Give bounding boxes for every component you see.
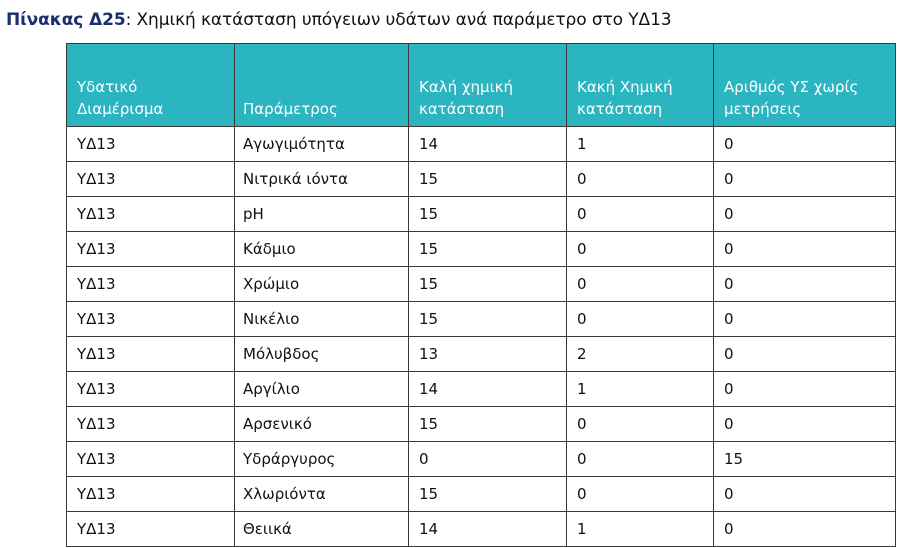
table-caption (6, 10, 672, 30)
table-number: Πίνακας Δ25 (6, 10, 126, 30)
cell-no-measurements: 0 (714, 162, 896, 197)
cell-poor-status: 1 (567, 512, 714, 547)
cell-poor-status: 0 (567, 477, 714, 512)
cell-no-measurements: 0 (714, 337, 896, 372)
cell-good-status: 15 (409, 267, 567, 302)
header-good-status: Καλή χημική κατάσταση (409, 44, 567, 127)
cell-water-district: ΥΔ13 (67, 127, 235, 162)
cell-water-district: ΥΔ13 (67, 197, 235, 232)
cell-poor-status: 0 (567, 442, 714, 477)
cell-parameter: Θειικά (235, 512, 409, 547)
cell-poor-status: 0 (567, 302, 714, 337)
cell-water-district: ΥΔ13 (67, 372, 235, 407)
header-water-district: Υδατικό Διαμέρισμα (67, 44, 235, 127)
table-row (67, 197, 896, 232)
cell-parameter: Αρσενικό (235, 407, 409, 442)
cell-parameter: Χλωριόντα (235, 477, 409, 512)
cell-poor-status: 0 (567, 197, 714, 232)
cell-no-measurements: 0 (714, 267, 896, 302)
cell-poor-status: 0 (567, 267, 714, 302)
cell-parameter: pH (235, 197, 409, 232)
chemical-status-table (66, 43, 896, 547)
cell-no-measurements: 0 (714, 127, 896, 162)
cell-no-measurements: 0 (714, 197, 896, 232)
cell-parameter: Υδράργυρος (235, 442, 409, 477)
cell-water-district: ΥΔ13 (67, 232, 235, 267)
header-poor-status: Κακή Χημική κατάσταση (567, 44, 714, 127)
cell-no-measurements: 0 (714, 302, 896, 337)
table-row (67, 477, 896, 512)
table-row (67, 337, 896, 372)
cell-parameter: Νικέλιο (235, 302, 409, 337)
cell-no-measurements: 15 (714, 442, 896, 477)
cell-poor-status: 0 (567, 407, 714, 442)
cell-water-district: ΥΔ13 (67, 477, 235, 512)
cell-parameter: Μόλυβδος (235, 337, 409, 372)
cell-parameter: Αγωγιμότητα (235, 127, 409, 162)
cell-parameter: Αργίλιο (235, 372, 409, 407)
cell-no-measurements: 0 (714, 232, 896, 267)
header-no-measurements: Αριθμός ΥΣ χωρίς μετρήσεις (714, 44, 896, 127)
table-row (67, 442, 896, 477)
table-row (67, 267, 896, 302)
table-header-row (67, 44, 896, 127)
cell-good-status: 15 (409, 197, 567, 232)
cell-good-status: 13 (409, 337, 567, 372)
cell-good-status: 14 (409, 372, 567, 407)
cell-water-district: ΥΔ13 (67, 407, 235, 442)
table-row (67, 407, 896, 442)
cell-good-status: 14 (409, 512, 567, 547)
cell-poor-status: 0 (567, 162, 714, 197)
cell-water-district: ΥΔ13 (67, 162, 235, 197)
cell-no-measurements: 0 (714, 407, 896, 442)
cell-poor-status: 1 (567, 127, 714, 162)
cell-water-district: ΥΔ13 (67, 337, 235, 372)
cell-parameter: Κάδμιο (235, 232, 409, 267)
table-row (67, 232, 896, 267)
table-row (67, 127, 896, 162)
cell-no-measurements: 0 (714, 512, 896, 547)
table-row (67, 162, 896, 197)
cell-good-status: 15 (409, 232, 567, 267)
cell-good-status: 15 (409, 162, 567, 197)
cell-water-district: ΥΔ13 (67, 267, 235, 302)
cell-good-status: 14 (409, 127, 567, 162)
cell-no-measurements: 0 (714, 477, 896, 512)
cell-good-status: 15 (409, 407, 567, 442)
table-row (67, 512, 896, 547)
table-title: : Χημική κατάσταση υπόγειων υδάτων ανά παράμετρο στο ΥΔ13 (125, 10, 672, 30)
table-body (67, 127, 896, 547)
table-row (67, 302, 896, 337)
header-parameter: Παράμετρος (235, 44, 409, 127)
cell-no-measurements: 0 (714, 372, 896, 407)
cell-poor-status: 2 (567, 337, 714, 372)
cell-water-district: ΥΔ13 (67, 512, 235, 547)
cell-water-district: ΥΔ13 (67, 442, 235, 477)
cell-good-status: 0 (409, 442, 567, 477)
cell-good-status: 15 (409, 302, 567, 337)
cell-poor-status: 0 (567, 232, 714, 267)
cell-water-district: ΥΔ13 (67, 302, 235, 337)
cell-good-status: 15 (409, 477, 567, 512)
cell-poor-status: 1 (567, 372, 714, 407)
table-row (67, 372, 896, 407)
cell-parameter: Νιτρικά ιόντα (235, 162, 409, 197)
cell-parameter: Χρώμιο (235, 267, 409, 302)
